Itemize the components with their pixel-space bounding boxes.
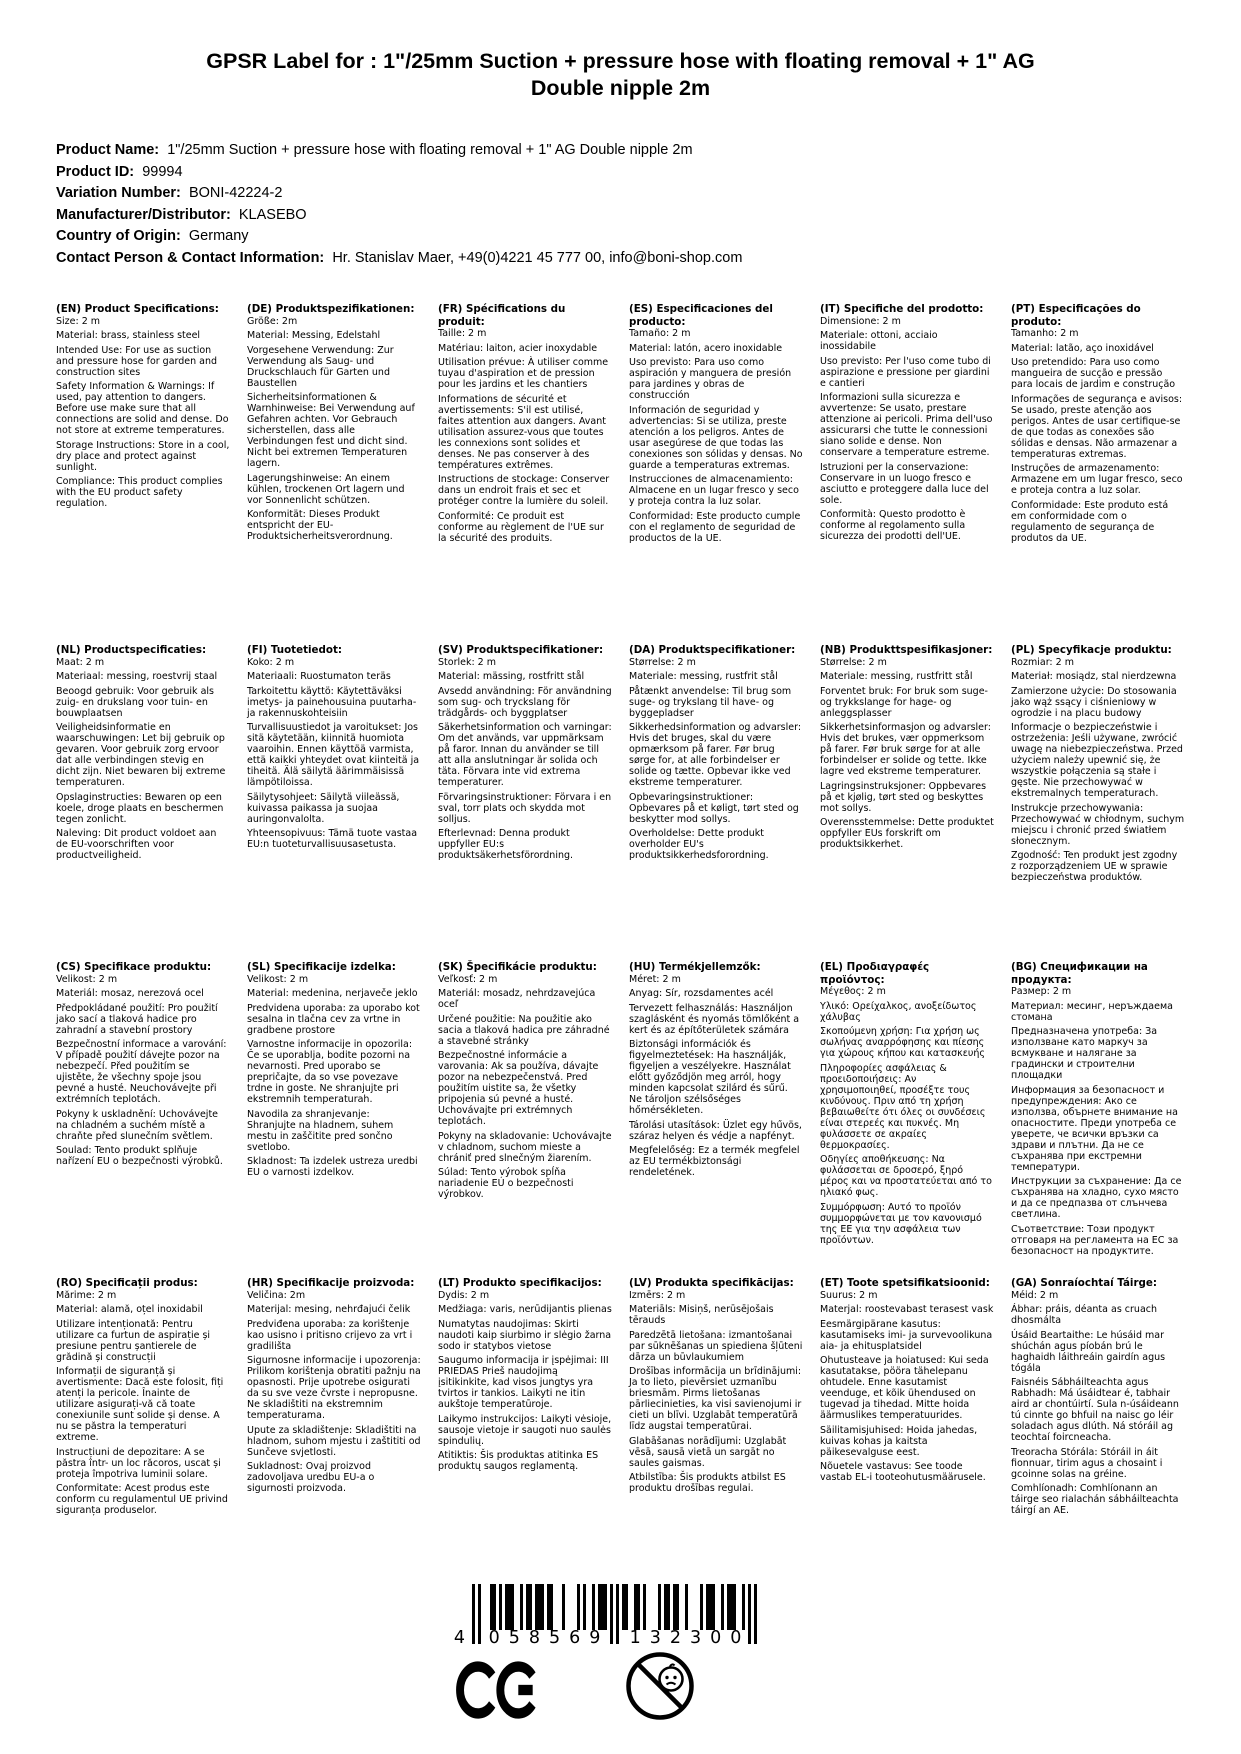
spec-paragraph: Conformité: Ce produit est conforme au règlement de l'UE sur la sécurité des produits. <box>438 510 604 544</box>
spec-paragraph: Dimensione: 2 m <box>820 315 901 327</box>
spec-block-it <box>820 303 994 546</box>
spec-header: (BG) Спецификации на продукта: <box>1011 961 1148 986</box>
spec-paragraph: Säkerhetsinformation och varningar: Om det används, var uppmärksam på faror. Innan du använder se till att alla anslutningar är solida och täta. Förvara inte vid extrema temperaturer. <box>438 722 612 788</box>
barcode-digits: 4 <box>453 1628 465 1648</box>
product-info-line <box>56 140 1241 162</box>
spec-paragraph: Informații de siguranță și avertismente: Dacă este folosit, fiți atenți la pericole. Înainte de utilizare asigurați-vă că toate conexiunile sunt solide și dense. A nu se păstra la temperaturi extreme. <box>56 1366 224 1443</box>
spec-block-ga <box>1011 1277 1185 1520</box>
spec-paragraph: Veličina: 2m <box>247 1289 306 1301</box>
spec-paragraph: Μέγεθος: 2 m <box>820 986 886 997</box>
spec-paragraph: Laikymo instrukcijos: Laikyti vėsioje, sausoje vietoje ir saugoti nuo saulės spindulių. <box>438 1413 612 1447</box>
spec-paragraph: Izmērs: 2 m <box>629 1289 686 1301</box>
spec-paragraph: Säilitamisjuhised: Hoida jahedas, kuivas kohas ja kaitsta päikesevalguse eest. <box>820 1424 978 1458</box>
spec-block-es <box>629 303 803 547</box>
spec-block-cs <box>56 961 230 1171</box>
spec-paragraph: Taille: 2 m <box>438 328 487 339</box>
spec-paragraph: Οδηγίες αποθήκευσης: Να φυλάσσεται σε δροσερό, ξηρό μέρος και να προστατεύεται από το ηλιακό φως. <box>820 1154 992 1198</box>
spec-paragraph: Πληροφορίες ασφάλειας & προειδοποιήσεις: Αν χρησιμοποιηθεί, προσέξτε τους κινδύνους. Πριν από τη χρήση βεβαιωθείτε ότι όλες οι συνδέσεις είναι στερεές και πυκνές. Μη φυλάσσετε σε ακραίες θερμοκρασίες. <box>820 1062 986 1151</box>
spec-header: (LV) Produkta specifikācijas: <box>629 1277 794 1289</box>
spec-paragraph: Predvidena uporaba: za uporabo kot sesalna in tlačna cev za vrtne in gradbene prostore <box>247 1002 420 1036</box>
spec-block-sl <box>247 961 421 1182</box>
spec-header: (EN) Product Specifications: <box>56 303 219 315</box>
spec-paragraph: Utilisation prévue: À utiliser comme tuyau d'aspiration et de pression pour les jardins et les chantiers <box>438 357 609 390</box>
spec-paragraph: Suurus: 2 m <box>820 1289 878 1301</box>
spec-paragraph: Uso previsto: Per l'uso come tubo di aspirazione e pressione per giardini e cantieri <box>820 355 991 389</box>
spec-paragraph: Tamanho: 2 m <box>1011 328 1079 339</box>
spec-block-lt <box>438 1277 612 1476</box>
spec-header: (SV) Produktspecifikationer: <box>438 644 604 656</box>
spec-block-pl <box>1011 644 1185 887</box>
spec-paragraph: Opbevaringsinstruktioner: Opbevares på et køligt, tørt sted og beskytter mod sollys. <box>629 791 799 825</box>
spec-paragraph: Safety Information & Warnings: If used, pay attention to dangers. Before use make sure that all connections are solid and dense. Do not store at extreme temperatures. <box>56 381 229 436</box>
spec-header: (EL) Προδιαγραφές προϊόντος: <box>820 961 930 986</box>
spec-paragraph: Beoogd gebruik: Voor gebruik als zuig- en drukslang voor tuin- en bouwplaatsen <box>56 685 214 719</box>
spec-paragraph: Material: mässing, rostfritt stål <box>438 671 585 682</box>
spec-paragraph: Sikkerhetsinformasjon og advarsler: Hvis det brukes, vær oppmerksom på farer. Før bruk sørge for at alle forbindelser er solide og tette. Ikke lagre ved ekstreme temperaturer. <box>820 722 991 777</box>
spec-paragraph: Instrukcje przechowywania: Przechowywać w chłodnym, suchym miejscu i chronić przed światłem słonecznym. <box>1011 802 1185 847</box>
spec-header: (FR) Spécifications du produit: <box>438 303 566 328</box>
spec-paragraph: Konformität: Dieses Produkt entspricht der EU-Produktsicherheitsverordnung. <box>247 509 393 542</box>
spec-grid <box>56 303 1185 1520</box>
spec-paragraph: Mărime: 2 m <box>56 1289 117 1301</box>
field-label: Manufacturer/Distributor: <box>56 206 231 223</box>
spec-paragraph: Informazioni sulla sicurezza e avvertenze: Se usato, prestare attenzione ai pericoli. Prima dell'uso assicurarsi che tutte le connessioni siano solide e dense. Non conservare a temperature estreme. <box>820 392 993 458</box>
spec-block-da <box>629 644 803 865</box>
spec-paragraph: Forventet bruk: For bruk som suge- og trykkslange for hage- og anleggsplasser <box>820 685 988 719</box>
spec-paragraph: Материал: месинг, неръждаема стомана <box>1011 1000 1173 1023</box>
page-title: GPSR Label for : 1"/25mm Suction + pressure hose with floating removal + 1" AG Double nipple 2m <box>206 49 1035 100</box>
spec-paragraph: Lagringsinstruksjoner: Oppbevares på et kjølig, tørt sted og beskyttes mot sollys. <box>820 780 987 814</box>
spec-paragraph: Size: 2 m <box>56 315 101 327</box>
spec-paragraph: Materiale: messing, rustfrit stål <box>629 671 778 682</box>
spec-paragraph: Atbilstība: Šis produkts atbilst ES produktu drošības regulai. <box>629 1472 786 1494</box>
spec-block-nb <box>820 644 994 854</box>
spec-paragraph: Lagerungshinweise: An einem kühlen, trockenen Ort lagern und vor Sonnenlicht schützen. <box>247 472 405 506</box>
spec-paragraph: Treoracha Stórála: Stóráil in áit fionnuar, tirim agus a chosaint i gcoinne solas na gréine. <box>1011 1446 1163 1480</box>
spec-header: (PL) Specyfikacje produktu: <box>1011 644 1172 656</box>
spec-paragraph: Conformità: Questo prodotto è conforme al regolamento sulla sicurezza dei prodotti dell'UE. <box>820 509 966 542</box>
spec-paragraph: Glabāšanas norādījumi: Uzglabāt vēsā, sausā vietā un sargāt no saules gaismas. <box>629 1435 787 1469</box>
spec-paragraph: Méid: 2 m <box>1011 1289 1059 1301</box>
spec-paragraph: Předpokládané použití: Pro použití jako sací a tlaková hadice pro zahradní a stavební prostory <box>56 1002 218 1036</box>
field-value: Hr. Stanislav Maer, +49(0)4221 45 777 00, info@boni-shop.com <box>324 249 743 266</box>
spec-paragraph: Comhlíonadh: Comhlíonann an táirge seo rialachán sábháilteachta táirgí an AE. <box>1011 1483 1179 1516</box>
spec-paragraph: Opslaginstructies: Bewaren op een koele, droge plaats en beschermen tegen zonlicht. <box>56 791 224 825</box>
barcode-digits: 058569 <box>488 1628 610 1648</box>
spec-header: (SK) Špecifikácie produktu: <box>438 961 597 973</box>
age-warning-icon <box>624 1650 696 1722</box>
spec-paragraph: Uso previsto: Para uso como aspiración y manguera de presión para jardines y obras de construcción <box>629 357 792 401</box>
product-info-line <box>56 205 1241 227</box>
spec-header: (IT) Specifiche del prodotto: <box>820 303 984 315</box>
field-value: 99994 <box>134 163 183 180</box>
spec-block-nl <box>56 644 230 865</box>
spec-header: (NB) Produkttspesifikasjoner: <box>820 644 993 656</box>
product-info-line <box>56 162 1241 184</box>
spec-paragraph: Conformidade: Este produto está em conformidade com o regulamento de segurança de produtos da UE. <box>1011 499 1169 544</box>
field-label: Product Name: <box>56 142 160 158</box>
spec-paragraph: Sukladnost: Ovaj proizvod zadovoljava uredbu EU-a o sigurnosti proizvoda. <box>247 1461 375 1494</box>
spec-paragraph: Biztonsági információk és figyelmeztetések: Ha használják, figyeljen a veszélyekre. Használat előtt győződjön meg arról, hogy minden kapcsolat szilárd és sűrű. Ne tároljon szélsőséges hőmérsékleten. <box>629 1039 791 1116</box>
spec-paragraph: Rozmiar: 2 m <box>1011 656 1074 668</box>
spec-paragraph: Velikost: 2 m <box>247 973 309 985</box>
spec-paragraph: Instruções de armazenamento: Armazene em um lugar fresco, seco e proteja contra a luz solar. <box>1011 463 1183 496</box>
spec-paragraph: Инструкции за съхранение: Да се съхранява на хладно, сухо място и да се предпазва от слънчева светлина. <box>1011 1176 1182 1220</box>
spec-paragraph: Skladnost: Ta izdelek ustreza uredbi EU o varnosti izdelkov. <box>247 1156 418 1178</box>
spec-paragraph: Materiale: messing, rustfritt stål <box>820 671 973 682</box>
spec-paragraph: Drošības informācija un brīdinājumi: Ja to lieto, pievērsiet uzmanību briesmām. Pirms lietošanas pārliecinieties, ka visi savienojumi ir cieti un blīvi. Uzglabāt temperatūrā līdz augstai temperatūrai. <box>629 1366 802 1432</box>
spec-paragraph: Informações de segurança e avisos: Se usado, preste atenção aos perigos. Antes de usar certifique-se de que todas as conexões são sólidas e densas. Não armazenar a temperaturas extremas. <box>1011 393 1183 460</box>
spec-paragraph: Materiāls: Misiņš, nerūsējošais tērauds <box>629 1304 774 1326</box>
field-label: Contact Person & Contact Information: <box>56 249 325 266</box>
spec-block-sv <box>438 644 612 865</box>
spec-paragraph: Съответствие: Този продукт отговаря на регламента на ЕС за безопасност на продуктите. <box>1011 1223 1179 1257</box>
spec-paragraph: Overensstemmelse: Dette produktet oppfyller EUs forskrift om produktsikkerhet. <box>820 817 994 850</box>
barcode-svg <box>436 1584 768 1650</box>
spec-paragraph: Upute za skladištenje: Skladištiti na hladnom, suhom mjestu i zaštititi od Sunčeve svjetlosti. <box>247 1424 421 1458</box>
spec-paragraph: Yhteensopivuus: Tämä tuote vastaa EU:n tuoteturvallisuusasetusta. <box>247 828 418 850</box>
spec-paragraph: Úsáid Beartaithe: Le húsáid mar shúchán agus píobán brú le haghaidh láithreáin gairdín agus tógála <box>1011 1329 1166 1374</box>
spec-paragraph: Sikkerhedsinformation og advarsler: Hvis det bruges, skal du være opmærksom på farer. Før brug sørge for, at alle forbindelser er solide og tætte. Opbevar ikke ved ekstreme temperaturer. <box>629 722 802 788</box>
spec-paragraph: Faisnéis Sábháilteachta agus Rabhadh: Má úsáidtear é, tabhair aird ar chontúirtí. Sula n-úsáideann tú cinnte go bhfuil na naisc go léir soladach agus dlúth. Ná stóráil ag teochtaí foircneacha. <box>1011 1377 1179 1443</box>
spec-paragraph: Materiál: mosaz, nerezová ocel <box>56 988 204 999</box>
spec-paragraph: Sicherheitsinformationen & Warnhinweise: Bei Verwendung auf Gefahren achten. Vor Gebrauch sicherstellen, dass alle Verbindungen fest und dicht sind. Nicht bei extremen Temperaturen lagern. <box>247 392 415 469</box>
spec-paragraph: Instructions de stockage: Conserver dans un endroit frais et sec et protéger contre la lumière du soleil. <box>438 474 610 507</box>
spec-paragraph: Συμμόρφωση: Αυτό το προϊόν συμμορφώνεται με τον κανονισμό της ΕΕ για την ασφάλεια των προϊόντων. <box>820 1201 982 1246</box>
spec-paragraph: Saugumo informacija ir įspėjimai: III PRIEDAS Prieš naudojimą įsitikinkite, kad visos jungtys yra tvirtos ir tankios. Laikyti ne itin aukštoje temperatūroje. <box>438 1355 609 1410</box>
product-info <box>56 140 1241 269</box>
spec-block-bg <box>1011 961 1185 1260</box>
spec-block-lv <box>629 1277 803 1498</box>
spec-paragraph: Varnostne informacije in opozorila: Če se uporablja, bodite pozorni na nevarnosti. Pred uporabo se prepričajte, da so vse povezave trdne in goste. Ne shranjujte pri ekstremnih temperaturah. <box>247 1039 413 1105</box>
spec-paragraph: Ohutusteave ja hoiatused: Kui seda kasutatakse, pööra tähelepanu ohtudele. Enne kasutamist veenduge, et kõik ühendused on tugevad ja tihedad. Mitte hoida äärmuslikes temperatuurides. <box>820 1355 989 1421</box>
spec-header: (LT) Produkto specifikacijos: <box>438 1277 602 1289</box>
spec-paragraph: Utilizare intenționată: Pentru utilizare ca furtun de aspirație și presiune pentru șantierele de grădină și construcții <box>56 1318 211 1363</box>
spec-paragraph: Anyag: Sír, rozsdamentes acél <box>629 988 774 999</box>
spec-block-en <box>56 303 230 513</box>
spec-paragraph: Tamaño: 2 m <box>629 328 691 339</box>
spec-paragraph: Informations de sécurité et avertissements: S'il est utilisé, faites attention aux dangers. Avant utilisation assurez-vous que toutes les connexions sont solides et denses. Ne pas conserver à des températures extrêmes. <box>438 393 606 471</box>
spec-header: (PT) Especificações do produto: <box>1011 303 1141 328</box>
spec-paragraph: Materijal: mesing, nehrđajući čelik <box>247 1304 411 1315</box>
spec-paragraph: Conformidad: Este producto cumple con el reglamento de seguridad de productos de la UE. <box>629 510 801 544</box>
spec-paragraph: Размер: 2 m <box>1011 986 1072 997</box>
spec-header: (ES) Especificaciones del producto: <box>629 303 773 328</box>
spec-paragraph: Nõuetele vastavus: See toode vastab EL-i tooteohutusmäärusele. <box>820 1461 986 1483</box>
spec-paragraph: Zgodność: Ten produkt jest zgodny z rozporządzeniem UE w sprawie bezpieczeństwa produktów. <box>1011 850 1178 883</box>
spec-header: (ET) Toote spetsifikatsioonid: <box>820 1277 990 1289</box>
spec-paragraph: Tervezett felhasználás: Használjon szaglásként és nyomás tömlőként a kert és az építőterületek számára <box>629 1002 800 1036</box>
product-info-line <box>56 226 1241 248</box>
field-label: Country of Origin: <box>56 228 181 244</box>
spec-paragraph: Ábhar: práis, déanta as cruach dhosmálta <box>1011 1304 1158 1326</box>
spec-paragraph: Bezpečnostné informácie a varovania: Ak sa používa, dávajte pozor na nebezpečenstvá. Pred použitím uistite sa, že všetky pripojenia sú pevné a husté. Uchovávajte pri extrémnych teplotách. <box>438 1050 599 1127</box>
spec-paragraph: Veľkosť: 2 m <box>438 973 498 985</box>
spec-paragraph: Material: latão, aço inoxidável <box>1011 342 1154 354</box>
spec-paragraph: Instrucciones de almacenamiento: Almacene en un lugar fresco y seco y proteja contra la luz solar. <box>629 474 799 507</box>
spec-paragraph: Soulad: Tento produkt splňuje nařízení EU o bezpečnosti výrobků. <box>56 1145 223 1167</box>
spec-header: (FI) Tuotetiedot: <box>247 644 342 656</box>
spec-paragraph: Storlek: 2 m <box>438 656 496 668</box>
spec-header: (DE) Produktspezifikationen: <box>247 303 415 315</box>
spec-paragraph: Atitiktis: Šis produktas atitinka ES produktų saugos reglamentą. <box>438 1450 599 1472</box>
spec-paragraph: Förvaringsinstruktioner: Förvara i en sval, torr plats och skydda mot solljus. <box>438 791 612 825</box>
spec-paragraph: Информация за безопасност и предупреждения: Ако се използва, обърнете внимание на опасностите. Преди употреба се уверете, че всички връзки са здрави и плътни. Да не се съхранява при екстремни температури. <box>1011 1084 1178 1173</box>
spec-paragraph: Numatytas naudojimas: Skirti naudoti kaip siurbimo ir slėgio žarna sodo ir statybos vietose <box>438 1318 612 1352</box>
spec-paragraph: Informacje o bezpieczeństwie i ostrzeżenia: Jeśli używane, zwrócić uwagę na niebezpieczeństwa. Przed użyciem należy upewnić się, że wszystkie połączenia są stałe i gęste. Nie przechowywać w ekstremalnych temperaturach. <box>1011 722 1183 799</box>
spec-paragraph: Avsedd användning: För användning som sug- och tryckslang för trädgårds- och byggplatser <box>438 685 612 719</box>
spec-paragraph: Materiał: mosiądz, stal nierdzewna <box>1011 671 1177 682</box>
spec-block-fi <box>247 644 421 854</box>
spec-paragraph: Предназначена употреба: За използване като маркуч за всмукване и налягане за градински и строителни площадки <box>1011 1026 1158 1081</box>
spec-paragraph: Material: medenina, nerjaveče jeklo <box>247 988 418 999</box>
spec-paragraph: Overholdelse: Dette produkt overholder EU's produktsikkerhedsforordning. <box>629 828 769 861</box>
spec-paragraph: Material: alamă, oțel inoxidabil <box>56 1304 203 1315</box>
spec-paragraph: Materiaal: messing, roestvrij staal <box>56 671 218 682</box>
spec-header: (HU) Termékjellemzők: <box>629 961 761 973</box>
spec-paragraph: Instrucțiuni de depozitare: A se păstra într- un loc răcoros, uscat și proteja împotriva luminii solare. <box>56 1446 221 1480</box>
field-value: KLASEBO <box>230 206 307 223</box>
spec-block-sk <box>438 961 612 1204</box>
spec-paragraph: Påtænkt anvendelse: Til brug som suge- og trykslang til have- og byggepladser <box>629 685 792 719</box>
spec-paragraph: Materiale: ottoni, acciaio inossidabile <box>820 330 938 352</box>
spec-block-pt <box>1011 303 1185 547</box>
spec-paragraph: Uso pretendido: Para uso como mangueira de sucção e pressão para locais de jardim e construção <box>1011 357 1176 390</box>
spec-paragraph: Efterlevnad: Denna produkt uppfyller EU:s produktsäkerhetsförordning. <box>438 828 574 861</box>
spec-header: (GA) Sonraíochtaí Táirge: <box>1011 1277 1158 1289</box>
spec-paragraph: Medžiaga: varis, nerūdijantis plienas <box>438 1304 612 1315</box>
spec-paragraph: Σκοπούμενη χρήση: Για χρήση ως σωλήνας αναρρόφησης και πίεσης για χώρους κήπου και κατασκευής <box>820 1026 985 1059</box>
spec-header: (NL) Productspecificaties: <box>56 644 207 656</box>
spec-paragraph: Koko: 2 m <box>247 656 295 668</box>
spec-paragraph: Veiligheidsinformatie en waarschuwingen: Let bij gebruik op gevaren. Voor gebruik zorg ervoor dat alle verbindingen stevig en dicht zijn. Niet bewaren bij extreme temperaturen. <box>56 722 226 788</box>
spec-paragraph: Megfelelőség: Ez a termék megfelel az EU termékbiztonsági rendeletének. <box>629 1145 800 1178</box>
spec-paragraph: Zamierzone użycie: Do stosowania jako wąż ssący i ciśnieniowy w ogrodzie i na placu budowy <box>1011 685 1177 719</box>
spec-paragraph: Turvallisuustiedot ja varoitukset: Jos sitä käytetään, kiinnitä huomiota vaaroihin. Ennen käyttöä varmista, että kaikki yhteydet ovat kiinteitä ja tiheitä. Älä säilytä äärimmäisissä lämpötiloissa. <box>247 722 420 788</box>
spec-block-et <box>820 1277 994 1487</box>
spec-paragraph: Materiál: mosadz, nehrdzavejúca oceľ <box>438 988 596 1010</box>
spec-header: (DA) Produktspecifikationer: <box>629 644 796 656</box>
spec-paragraph: Sigurnosne informacije i upozorenja: Prilikom korištenja obratiti pažnju na opasnosti. Prije upotrebe osigurati da su sve veze čvrste i nepropusne. Ne skladištiti na ekstremnim temperaturama. <box>247 1355 421 1421</box>
spec-paragraph: Vorgesehene Verwendung: Zur Verwendung als Saug- und Druckschlauch für Garten und Baustellen <box>247 344 394 389</box>
spec-paragraph: Intended Use: For use as suction and pressure hose for garden and construction sites <box>56 344 218 378</box>
spec-paragraph: Bezpečnostní informace a varování: V případě použití dávejte pozor na nebezpečí. Před použitím se ujistěte, že všechny spoje jsou pevné a husté. Neuchovávejte při extrémních teplotách. <box>56 1039 227 1105</box>
spec-block-hu <box>629 961 803 1182</box>
spec-paragraph: Información de seguridad y advertencias: Si se utiliza, preste atención a los peligros. Antes de usar asegúrese de que todas las conexiones son sólidas y densas. No guarde a temperaturas extremas. <box>629 404 803 471</box>
spec-paragraph: Storage Instructions: Store in a cool, dry place and protect against sunlight. <box>56 439 230 473</box>
spec-paragraph: Istruzioni per la conservazione: Conservare in un luogo fresco e asciutto e proteggere dalla luce del sole. <box>820 461 989 506</box>
spec-block-el <box>820 961 994 1249</box>
spec-paragraph: Tárolási utasítások: Üzlet egy hűvös, száraz helyen és védje a napfényt. <box>629 1119 802 1142</box>
spec-paragraph: Material: brass, stainless steel <box>56 330 201 341</box>
spec-paragraph: Súlad: Tento výrobok spĺňa nariadenie EÚ o bezpečnosti výrobkov. <box>438 1167 574 1200</box>
product-info-line <box>56 248 1241 270</box>
spec-paragraph: Velikost: 2 m <box>56 973 118 985</box>
barcode-digits: 132300 <box>629 1628 751 1648</box>
spec-paragraph: Dydis: 2 m <box>438 1289 490 1301</box>
spec-paragraph: Material: Messing, Edelstahl <box>247 330 381 341</box>
spec-block-de <box>247 303 421 546</box>
field-label: Variation Number: <box>56 185 181 201</box>
spec-header: (SL) Specifikacije izdelka: <box>247 961 396 973</box>
spec-paragraph: Eesmärgipärane kasutus: kasutamiseks imi- ja survevoolikuna aia- ja ehitusplatsidel <box>820 1318 993 1352</box>
spec-paragraph: Určené použitie: Na použitie ako sacia a tlaková hadica pre záhradné a stavebné stránky <box>438 1013 610 1047</box>
field-value: Germany <box>180 228 249 244</box>
spec-paragraph: Compliance: This product complies with the EU product safety regulation. <box>56 476 223 509</box>
spec-paragraph: Materjal: roostevabast terasest vask <box>820 1304 994 1315</box>
spec-paragraph: Pokyny k uskladnění: Uchovávejte na chladném a suchém místě a chraňte před slunečním světlem. <box>56 1108 219 1142</box>
spec-paragraph: Υλικό: Ορείχαλκος, ανοξείδωτος χάλυβας <box>820 1000 977 1023</box>
spec-paragraph: Pokyny na skladovanie: Uchovávajte v chladnom, suchom mieste a chrániť pred slnečným žiarením. <box>438 1130 612 1164</box>
spec-header: (CS) Specifikace produktu: <box>56 961 212 973</box>
spec-paragraph: Navodila za shranjevanje: Shranjujte na hladnem, suhem mestu in zaščitite pred sončno svetlobo. <box>247 1108 394 1153</box>
spec-paragraph: Naleving: Dit product voldoet aan de EU-voorschriften voor productveiligheid. <box>56 828 217 861</box>
spec-block-ro <box>56 1277 230 1520</box>
field-value: 1"/25mm Suction + pressure hose with floating removal + 1" AG Double nipple 2m <box>159 142 693 158</box>
spec-paragraph: Tarkoitettu käyttö: Käytettäväksi imetys- ja painehousuina puutarha- ja rakennuskohteisiin <box>247 685 417 719</box>
spec-paragraph: Størrelse: 2 m <box>820 656 887 668</box>
spec-block-fr <box>438 303 612 547</box>
spec-header: (RO) Specificații produs: <box>56 1277 198 1289</box>
field-value: BONI-42224-2 <box>180 185 283 201</box>
spec-paragraph: Maat: 2 m <box>56 656 105 668</box>
spec-paragraph: Säilytysohjeet: Säilytä viileässä, kuivassa paikassa ja suojaa auringonvalolta. <box>247 791 400 825</box>
barcode <box>436 1584 768 1650</box>
spec-paragraph: Conformitate: Acest produs este conform cu regulamentul UE privind siguranța produselor. <box>56 1483 228 1516</box>
spec-block-hr <box>247 1277 421 1498</box>
spec-paragraph: Materiaali: Ruostumaton teräs <box>247 671 391 682</box>
field-label: Product ID: <box>56 163 135 180</box>
spec-paragraph: Paredzētā lietošana: izmantošanai par sūknēšanas un spiediena šļūteni dārza un būvlaukumiem <box>629 1329 803 1363</box>
spec-header: (HR) Specifikacije proizvoda: <box>247 1277 415 1289</box>
spec-paragraph: Größe: 2m <box>247 315 298 327</box>
spec-paragraph: Méret: 2 m <box>629 973 681 985</box>
spec-paragraph: Material: latón, acero inoxidable <box>629 342 783 354</box>
product-info-line <box>56 183 1241 205</box>
spec-paragraph: Størrelse: 2 m <box>629 656 696 668</box>
spec-paragraph: Matériau: laiton, acier inoxydable <box>438 342 598 354</box>
ce-mark-icon <box>455 1660 537 1720</box>
spec-paragraph: Predviđena uporaba: za korištenje kao usisno i pritisno crijevo za vrt i gradilišta <box>247 1318 413 1352</box>
